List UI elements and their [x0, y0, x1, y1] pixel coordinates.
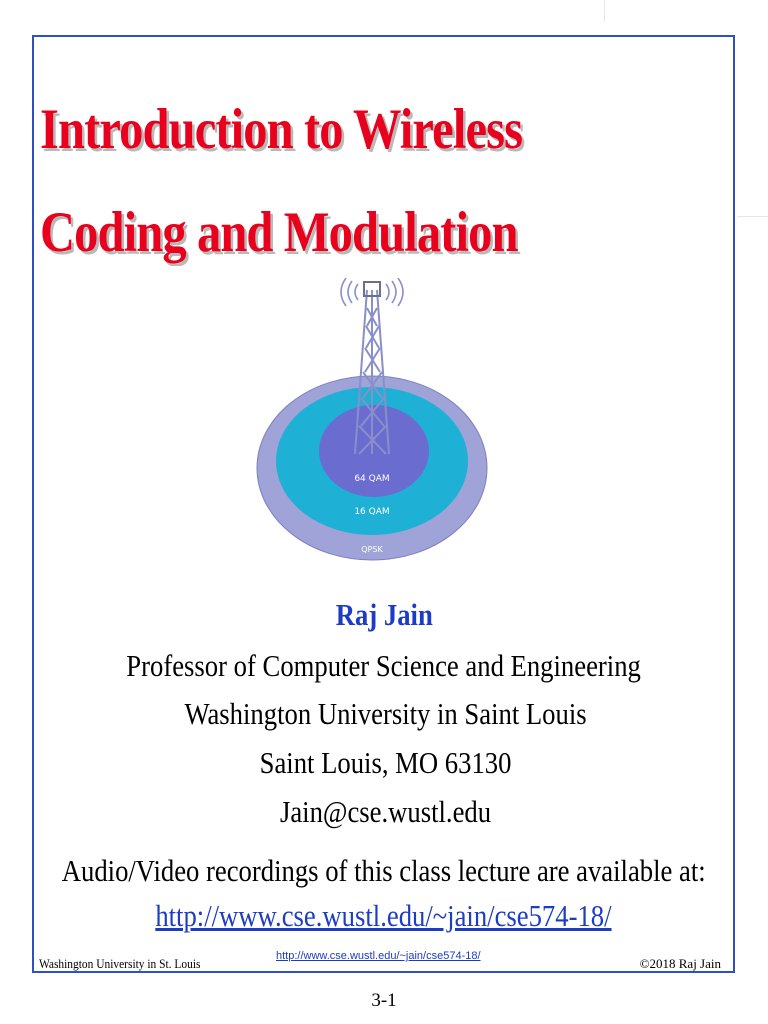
ring-label-inner: 64 QAM [354, 474, 390, 484]
page-edge-line [737, 216, 768, 217]
title-line-1: Introduction to Wireless [40, 98, 523, 161]
footer-university: Washington University in St. Louis [39, 956, 201, 971]
page-edge-line [604, 0, 605, 22]
affiliation-university: Washington University in Saint Louis [184, 696, 587, 731]
radio-tower-icon [255, 278, 500, 568]
ring-label-middle: 16 QAM [354, 507, 390, 517]
footer-copyright: ©2018 Raj Jain [639, 956, 721, 971]
ring-label-outer: QPSK [361, 545, 383, 554]
page-number: 3-1 [371, 990, 397, 1011]
recordings-link[interactable]: http://www.cse.wustl.edu/~jain/cse574-18/ [155, 898, 612, 933]
coverage-illustration [255, 278, 500, 568]
affiliation-email: Jain@cse.wustl.edu [279, 794, 492, 829]
title-line-2: Coding and Modulation [40, 201, 518, 264]
affiliation-address: Saint Louis, MO 63130 [259, 745, 512, 780]
author-name: Raj Jain [335, 597, 433, 632]
slide-title [40, 78, 550, 284]
affiliation-title: Professor of Computer Science and Engineering [126, 648, 641, 683]
recordings-text: Audio/Video recordings of this class lecture are available at: [61, 853, 706, 888]
footer-link[interactable]: http://www.cse.wustl.edu/~jain/cse574-18/ [276, 950, 481, 962]
